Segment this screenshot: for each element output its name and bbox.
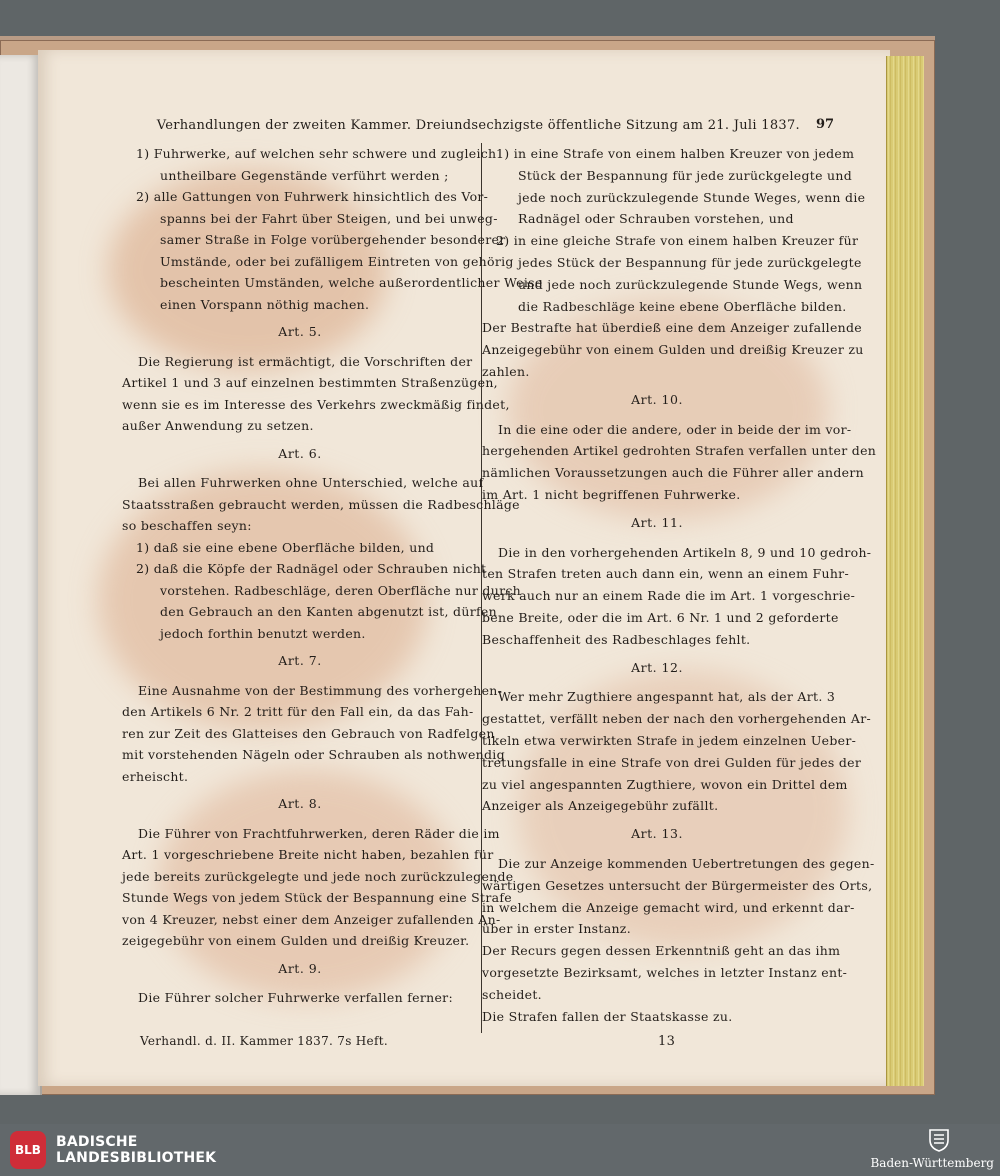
text-line: bene Breite, oder die im Art. 6 Nr. 1 und 2 geforderte [482, 610, 839, 625]
text-line: jedes Stück der Bespannung für jede zurückgelegte [518, 255, 862, 270]
text-line: Radnägel oder Schrauben vorstehen, und [518, 211, 794, 227]
text-line: einen Vorspann nöthig machen. [160, 296, 370, 312]
coat-of-arms-icon [928, 1128, 950, 1152]
text-line: Beschaffenheit des Radbeschlages fehlt. [482, 631, 751, 647]
text-line: mit vorstehenden Nägeln oder Schrauben als nothwendig [122, 747, 505, 762]
footer-signature: Verhandl. d. II. Kammer 1837. 7s Heft. [140, 1034, 388, 1048]
state-name[interactable]: Baden-Württemberg [870, 1156, 994, 1170]
text-line: über in erster Instanz. [482, 921, 631, 937]
text-line: den Gebrauch an den Kanten abgenutzt ist, dürfen [160, 604, 497, 619]
text-line: ten Strafen treten auch dann ein, wenn an einem Fuhr- [482, 566, 849, 582]
text-line: ren zur Zeit des Glatteises den Gebrauch von Radfelgen [122, 725, 495, 741]
text-line: Bei allen Fuhrwerken ohne Unterschied, welche auf [138, 475, 484, 490]
article-heading: Art. 11. [631, 514, 683, 530]
text-line: jede bereits zurückgelegte und jede noch zurückzulegende [122, 868, 514, 884]
text-line: und jede noch zurückzulegende Stunde Wegs, wenn [518, 276, 863, 292]
text-line: Der Bestrafte hat überdieß eine dem Anzeiger zufallende [482, 320, 862, 336]
text-line: den Artikels 6 Nr. 2 tritt für den Fall ein, da das Fah- [122, 704, 474, 719]
text-line: spanns bei der Fahrt über Steigen, und bei unweg- [160, 210, 498, 226]
text-line: Die Regierung ist ermächtigt, die Vorschriften der [138, 353, 473, 369]
text-line: bescheinten Umständen, welche außerordentlicher Weise [160, 275, 543, 290]
text-line: In die eine oder die andere, oder in beide der im vor- [498, 421, 852, 437]
text-line: Staatsstraßen gebraucht werden, müssen die Radbeschläge [122, 496, 520, 512]
blb-name[interactable] [56, 1134, 216, 1166]
text-line: Art. 1 vorgeschriebene Breite nicht haben, bezahlen für [122, 847, 494, 862]
text-line: 2) daß die Köpfe der Radnägel oder Schrauben nicht [136, 561, 487, 576]
article-heading: Art. 9. [278, 960, 322, 976]
text-line: jede noch zurückzulegende Stunde Weges, wenn die [518, 189, 866, 205]
page-block-edge [886, 56, 924, 1086]
text-line: Anzeiger als Anzeigegebühr zufällt. [482, 798, 719, 814]
text-line: vorstehen. Radbeschläge, deren Oberfläche nur durch [160, 582, 522, 598]
text-line: wärtigen Gesetzes untersucht der Bürgermeister des Orts, [482, 877, 873, 893]
text-line: 1) in eine Strafe von einem halben Kreuzer von jedem [496, 146, 855, 161]
text-line: Artikel 1 und 3 auf einzelnen bestimmten Straßenzügen, [122, 375, 498, 390]
text-line: samer Straße in Folge vorübergehender besonderer [160, 232, 506, 247]
text-line: Der Recurs gegen dessen Erkenntniß geht an das ihm [482, 943, 841, 959]
text-line: 2) alle Gattungen von Fuhrwerk hinsichtlich des Vor- [136, 189, 489, 204]
text-line: erheischt. [122, 768, 189, 784]
facing-page-edge [0, 55, 42, 1095]
text-line: Stück der Bespannung für jede zurückgelegte und [518, 167, 853, 183]
text-line: in welchem die Anzeige gemacht wird, und erkennt dar- [482, 899, 855, 915]
article-heading: Art. 8. [278, 796, 322, 811]
article-heading: Art. 13. [631, 826, 683, 842]
text-line: Die Strafen fallen der Staatskasse zu. [482, 1008, 733, 1024]
text-line: tikeln etwa verwirkten Strafe in jedem einzelnen Ueber- [482, 733, 857, 748]
text-line: außer Anwendung zu setzen. [122, 418, 314, 433]
page-number: 97 [816, 117, 835, 132]
text-line: zu viel angespannten Zugthiere, wovon ein Drittel dem [482, 776, 848, 792]
viewer-footer [0, 1124, 1000, 1176]
text-line: hergehenden Artikel gedrohten Strafen verfallen unter den [482, 443, 877, 459]
text-line: Eine Ausnahme von der Bestimmung des vorhergehen- [138, 682, 503, 698]
blb-name-line2: LANDESBIBLIOTHEK [56, 1150, 217, 1166]
text-line: so beschaffen seyn: [122, 518, 252, 533]
text-line: im Art. 1 nicht begriffenen Fuhrwerke. [482, 487, 741, 502]
text-line: von 4 Kreuzer, nebst einer dem Anzeiger zufallenden An- [122, 911, 501, 927]
article-heading: Art. 6. [278, 445, 322, 461]
article-heading: Art. 10. [631, 391, 683, 407]
text-line: jedoch forthin benutzt werden. [160, 625, 366, 641]
blb-logo[interactable]: BLB [10, 1131, 46, 1169]
text-line: werk auch nur an einem Rade die im Art. 1 vorgeschrie- [482, 588, 856, 604]
footer-sheet-number: 13 [658, 1034, 676, 1049]
article-heading: Art. 5. [278, 324, 322, 339]
text-line: zahlen. [482, 364, 530, 379]
article-heading: Art. 7. [278, 653, 322, 668]
text-line: Umstände, oder bei zufälligem Eintreten von gehörig [160, 253, 514, 269]
text-line: 2) in eine gleiche Strafe von einem halben Kreuzer für [496, 233, 859, 249]
text-line: gestattet, verfällt neben der nach den vorhergehenden Ar- [482, 711, 872, 727]
text-line: zeigegebühr von einem Gulden und dreißig Kreuzer. [122, 933, 470, 948]
text-line: Anzeigegebühr von einem Gulden und dreißig Kreuzer zu [482, 342, 864, 358]
text-line: wenn sie es im Interesse des Verkehrs zweckmäßig findet, [122, 396, 510, 412]
text-line: nämlichen Voraussetzungen auch die Führer aller andern [482, 465, 864, 481]
text-line: Stunde Wegs von jedem Stück der Bespannung eine Strafe [122, 890, 513, 905]
running-header: Verhandlungen der zweiten Kammer. Dreiundsechzigste öffentliche Sitzung am 21. Juli 1837. [156, 118, 800, 133]
text-line: Die in den vorhergehenden Artikeln 8, 9 und 10 gedroh- [498, 544, 872, 560]
text-line: Die Führer solcher Fuhrwerke verfallen ferner: [138, 990, 453, 1005]
text-line: scheidet. [482, 986, 542, 1002]
article-heading: Art. 12. [631, 659, 683, 675]
text-line: Die Führer von Frachtfuhrwerken, deren Räder die im [138, 825, 500, 841]
text-line: tretungsfalle in eine Strafe von drei Gulden für jedes der [482, 754, 862, 770]
text-line: die Radbeschläge keine ebene Oberfläche bilden. [518, 298, 847, 314]
text-line: 1) Fuhrwerke, auf welchen sehr schwere und zugleich [136, 146, 497, 161]
text-line: 1) daß sie eine ebene Oberfläche bilden, und [136, 539, 435, 555]
text-line: Die zur Anzeige kommenden Uebertretungen des gegen- [498, 856, 875, 871]
text-line: Wer mehr Zugthiere angespannt hat, als der Art. 3 [498, 689, 836, 705]
text-line: vorgesetzte Bezirksamt, welches in letzter Instanz ent- [482, 965, 848, 980]
text-line: untheilbare Gegenstände verführt werden ; [160, 167, 449, 183]
blb-name-line1: BADISCHE [56, 1134, 138, 1150]
